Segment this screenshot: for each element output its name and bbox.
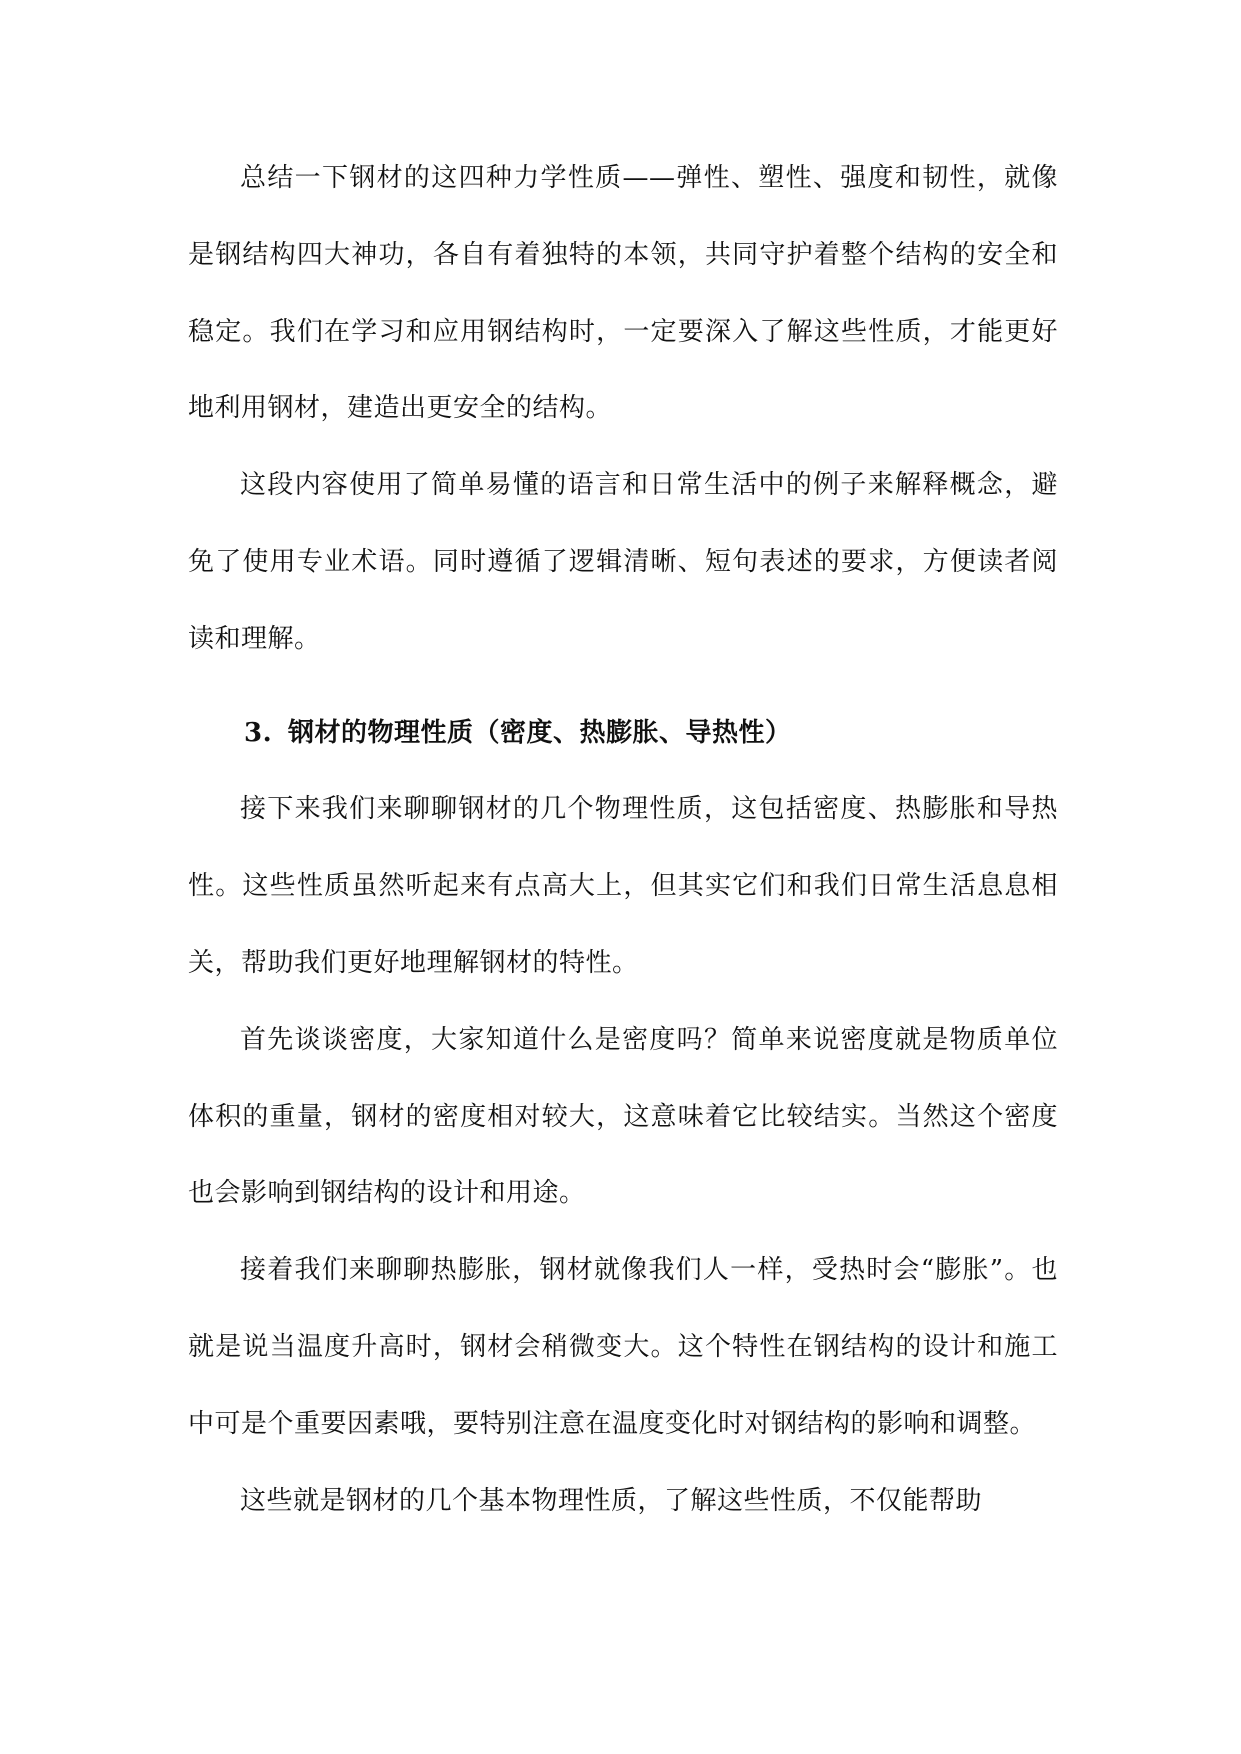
document-body bbox=[188, 140, 1058, 1539]
section-number: 3. bbox=[244, 717, 273, 748]
paragraph-summary: 总结一下钢材的这四种力学性质——弹性、塑性、强度和韧性，就像是钢结构四大神功，各自有着独特的本领，共同守护着整个结构的安全和稳定。我们在学习和应用钢结构时，一定要深入了解这些性质，才能更好地利用钢材，建造出更安全的结构。 bbox=[188, 163, 1058, 424]
section-title: 钢材的物理性质（密度、热膨胀、导热性） bbox=[288, 717, 792, 748]
paragraph-density: 首先谈谈密度，大家知道什么是密度吗？简单来说密度就是物质单位体积的重量，钢材的密度相对较大，这意味着它比较结实。当然这个密度也会影响到钢结构的设计和用途。 bbox=[188, 1024, 1058, 1209]
paragraph-note: 这段内容使用了简单易懂的语言和日常生活中的例子来解释概念，避免了使用专业术语。同时遵循了逻辑清晰、短句表述的要求，方便读者阅读和理解。 bbox=[188, 470, 1058, 654]
paragraph-thermal-expansion: 接着我们来聊聊热膨胀，钢材就像我们人一样，受热时会“膨胀”。也就是说当温度升高时，钢材会稍微变大。这个特性在钢结构的设计和施工中可是个重要因素哦，要特别注意在温度变化时对钢结构的影响和调整。 bbox=[188, 1255, 1058, 1439]
paragraph-intro: 接下来我们来聊聊钢材的几个物理性质，这包括密度、热膨胀和导热性。这些性质虽然听起来有点高大上，但其实它们和我们日常生活息息相关，帮助我们更好地理解钢材的特性。 bbox=[188, 794, 1058, 978]
section-heading bbox=[188, 695, 1058, 772]
paragraph-conclusion: 这些就是钢材的几个基本物理性质，了解这些性质，不仅能帮助 bbox=[240, 1485, 983, 1516]
